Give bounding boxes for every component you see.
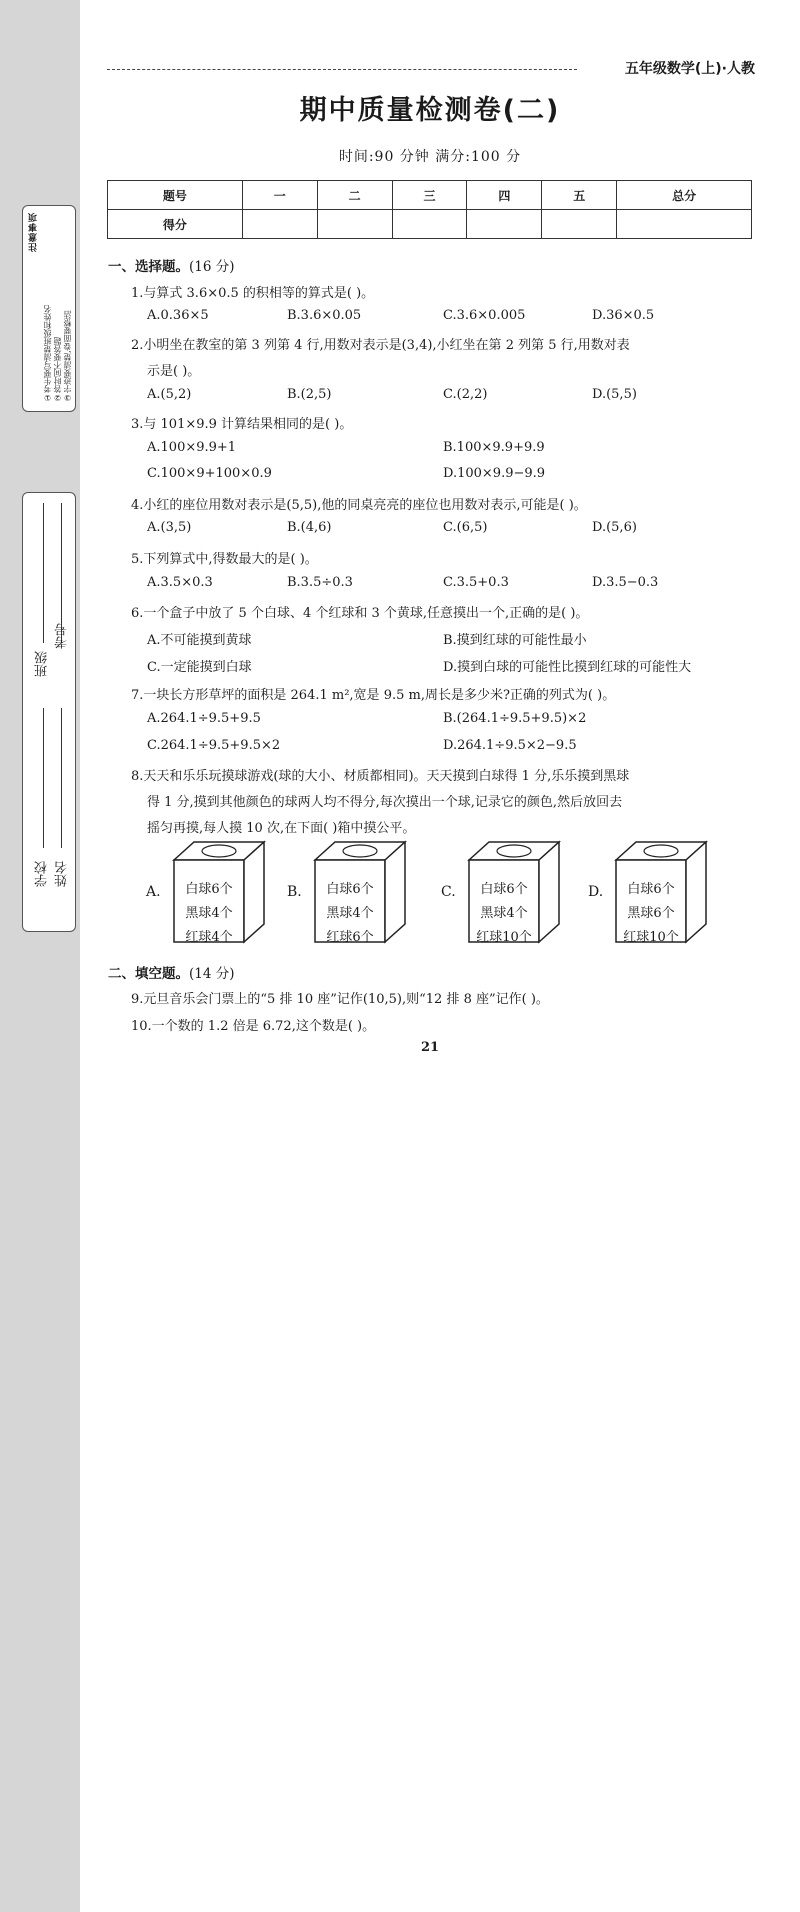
section-points: (14 分) xyxy=(189,966,235,982)
exam-number-field-label: 考号 xyxy=(55,623,70,649)
notes-label: 注意事项 xyxy=(29,212,39,252)
box-line: 白球6个 xyxy=(480,882,528,897)
score-input-cell[interactable] xyxy=(242,210,317,239)
option-a: A.264.1÷9.5+9.5 xyxy=(147,711,261,726)
box-line: 白球6个 xyxy=(627,882,675,897)
page-number: 21 xyxy=(420,1040,440,1055)
punch-hole xyxy=(0,805,80,1912)
question-stem-cont: 得 1 分,摸到其他颜色的球两人均不得分,每次摸出一个球,记录它的颜色,然后放回去 xyxy=(147,795,623,810)
option-a: A.3.5×0.3 xyxy=(147,575,213,590)
option-d: D.3.5−0.3 xyxy=(592,575,659,590)
table-cell: 五 xyxy=(542,181,617,210)
section-heading xyxy=(108,255,235,275)
question-stem: 10.一个数的 1.2 倍是 6.72,这个数是( )。 xyxy=(131,1019,376,1034)
question-stem: 4.小红的座位用数对表示是(5,5),他的同桌亮亮的座位也用数对表示,可能是( )。 xyxy=(131,498,587,513)
table-cell: 一 xyxy=(242,181,317,210)
score-input-cell[interactable] xyxy=(392,210,467,239)
option-c: C.(2,2) xyxy=(443,387,488,402)
box-line: 黑球4个 xyxy=(480,906,528,921)
course-label: 五年级数学(上)·人教 xyxy=(624,61,755,77)
box-line: 黑球4个 xyxy=(185,906,233,921)
ball-box-d xyxy=(588,840,708,945)
blank-line xyxy=(61,503,62,643)
option-d: D.(5,5) xyxy=(592,387,637,402)
section-points: (16 分) xyxy=(189,259,235,275)
page-title: 期中质量检测卷(二) xyxy=(299,95,561,126)
note-item: ③字迹要清楚,卷面要整洁 xyxy=(63,310,72,402)
option-a: A.100×9.9+1 xyxy=(147,440,237,455)
box-letter: C. xyxy=(441,884,456,900)
school-field-label: 学校 xyxy=(35,861,50,887)
table-cell: 四 xyxy=(467,181,542,210)
table-cell: 题号 xyxy=(108,181,243,210)
table-row xyxy=(108,210,752,239)
header-rule xyxy=(107,69,577,70)
table-cell: 三 xyxy=(392,181,467,210)
question-stem: 5.下列算式中,得数最大的是( )。 xyxy=(131,552,318,567)
box-line: 红球6个 xyxy=(326,930,374,945)
note-item: ①考生要写清楚班级和姓名 xyxy=(43,305,52,402)
option-d: D.264.1÷9.5×2−9.5 xyxy=(443,738,577,753)
score-input-cell[interactable] xyxy=(467,210,542,239)
question-stem: 7.一块长方形草坪的面积是 264.1 m²,宽是 9.5 m,周长是多少米?正确的列式为( )。 xyxy=(131,688,616,703)
notes-list xyxy=(43,212,73,402)
option-b: B.3.6×0.05 xyxy=(287,308,362,323)
box-letter: B. xyxy=(287,884,302,900)
exam-meta: 时间:90 分钟 满分:100 分 xyxy=(338,149,522,165)
box-letter: D. xyxy=(588,884,604,900)
option-a: A.不可能摸到黄球 xyxy=(147,633,252,648)
ball-box-b xyxy=(287,840,407,945)
blank-line xyxy=(61,708,62,848)
option-c: C.一定能摸到白球 xyxy=(147,660,252,675)
section-title: 二、填空题。 xyxy=(108,966,189,982)
question-stem: 3.与 101×9.9 计算结果相同的是( )。 xyxy=(131,417,353,432)
option-b: B.(4,6) xyxy=(287,520,332,535)
question-stem-cont: 示是( )。 xyxy=(147,364,201,379)
box-contents xyxy=(469,878,539,950)
table-cell: 得分 xyxy=(108,210,243,239)
score-input-cell[interactable] xyxy=(317,210,392,239)
question-stem: 8.天天和乐乐玩摸球游戏(球的大小、材质都相同)。天天摸到白球得 1 分,乐乐摸到黑球 xyxy=(131,769,630,784)
ball-box-a xyxy=(146,840,266,945)
option-b: B.摸到红球的可能性最小 xyxy=(443,633,587,648)
question-stem: 1.与算式 3.6×0.5 的积相等的算式是( )。 xyxy=(131,286,375,301)
table-cell: 总分 xyxy=(617,181,752,210)
ball-box-c xyxy=(441,840,561,945)
score-input-cell[interactable] xyxy=(542,210,617,239)
option-c: C.3.5+0.3 xyxy=(443,575,509,590)
option-d: D.(5,6) xyxy=(592,520,637,535)
box-line: 红球10个 xyxy=(623,930,679,945)
box-line: 红球4个 xyxy=(185,930,233,945)
section-title: 一、选择题。 xyxy=(108,259,189,275)
box-line: 白球6个 xyxy=(185,882,233,897)
score-table xyxy=(107,180,752,239)
option-b: B.(264.1÷9.5+9.5)×2 xyxy=(443,711,587,726)
student-info-box xyxy=(22,492,76,932)
note-item: ②答时间不要答题 xyxy=(53,337,62,402)
box-contents xyxy=(174,878,244,950)
box-line: 红球10个 xyxy=(476,930,532,945)
notes-box xyxy=(22,205,76,412)
box-letter: A. xyxy=(146,884,161,900)
blank-line xyxy=(43,708,44,848)
name-field-label: 姓名 xyxy=(55,861,70,887)
question-stem: 6.一个盒子中放了 5 个白球、4 个红球和 3 个黄球,任意摸出一个,正确的是( )。 xyxy=(131,606,589,621)
score-input-cell[interactable] xyxy=(617,210,752,239)
option-a: A.(5,2) xyxy=(147,387,192,402)
table-cell: 二 xyxy=(317,181,392,210)
question-stem-cont: 摇匀再摸,每人摸 10 次,在下面( )箱中摸公平。 xyxy=(147,821,416,836)
box-contents xyxy=(315,878,385,950)
option-d: D.100×9.9−9.9 xyxy=(443,466,546,481)
option-b: B.(2,5) xyxy=(287,387,332,402)
box-line: 黑球4个 xyxy=(326,906,374,921)
option-c: C.264.1÷9.5+9.5×2 xyxy=(147,738,281,753)
option-d: D.摸到白球的可能性比摸到红球的可能性大 xyxy=(443,660,692,675)
box-contents xyxy=(616,878,686,950)
option-b: B.3.5÷0.3 xyxy=(287,575,353,590)
section-heading xyxy=(108,962,235,982)
table-row xyxy=(108,181,752,210)
question-stem: 2.小明坐在教室的第 3 列第 4 行,用数对表示是(3,4),小红坐在第 2 列第 5 行,用数对表 xyxy=(131,338,630,353)
option-c: C.100×9+100×0.9 xyxy=(147,466,272,481)
class-field-label: 班级 xyxy=(35,651,50,677)
box-line: 黑球6个 xyxy=(627,906,675,921)
question-stem: 9.元旦音乐会门票上的“5 排 10 座”记作(10,5),则“12 排 8 座”记作( )。 xyxy=(131,992,549,1007)
box-line: 白球6个 xyxy=(326,882,374,897)
option-a: A.(3,5) xyxy=(147,520,192,535)
option-b: B.100×9.9+9.9 xyxy=(443,440,545,455)
blank-line xyxy=(43,503,44,643)
option-c: C.3.6×0.005 xyxy=(443,308,526,323)
option-a: A.0.36×5 xyxy=(147,308,209,323)
option-c: C.(6,5) xyxy=(443,520,488,535)
option-d: D.36×0.5 xyxy=(592,308,655,323)
